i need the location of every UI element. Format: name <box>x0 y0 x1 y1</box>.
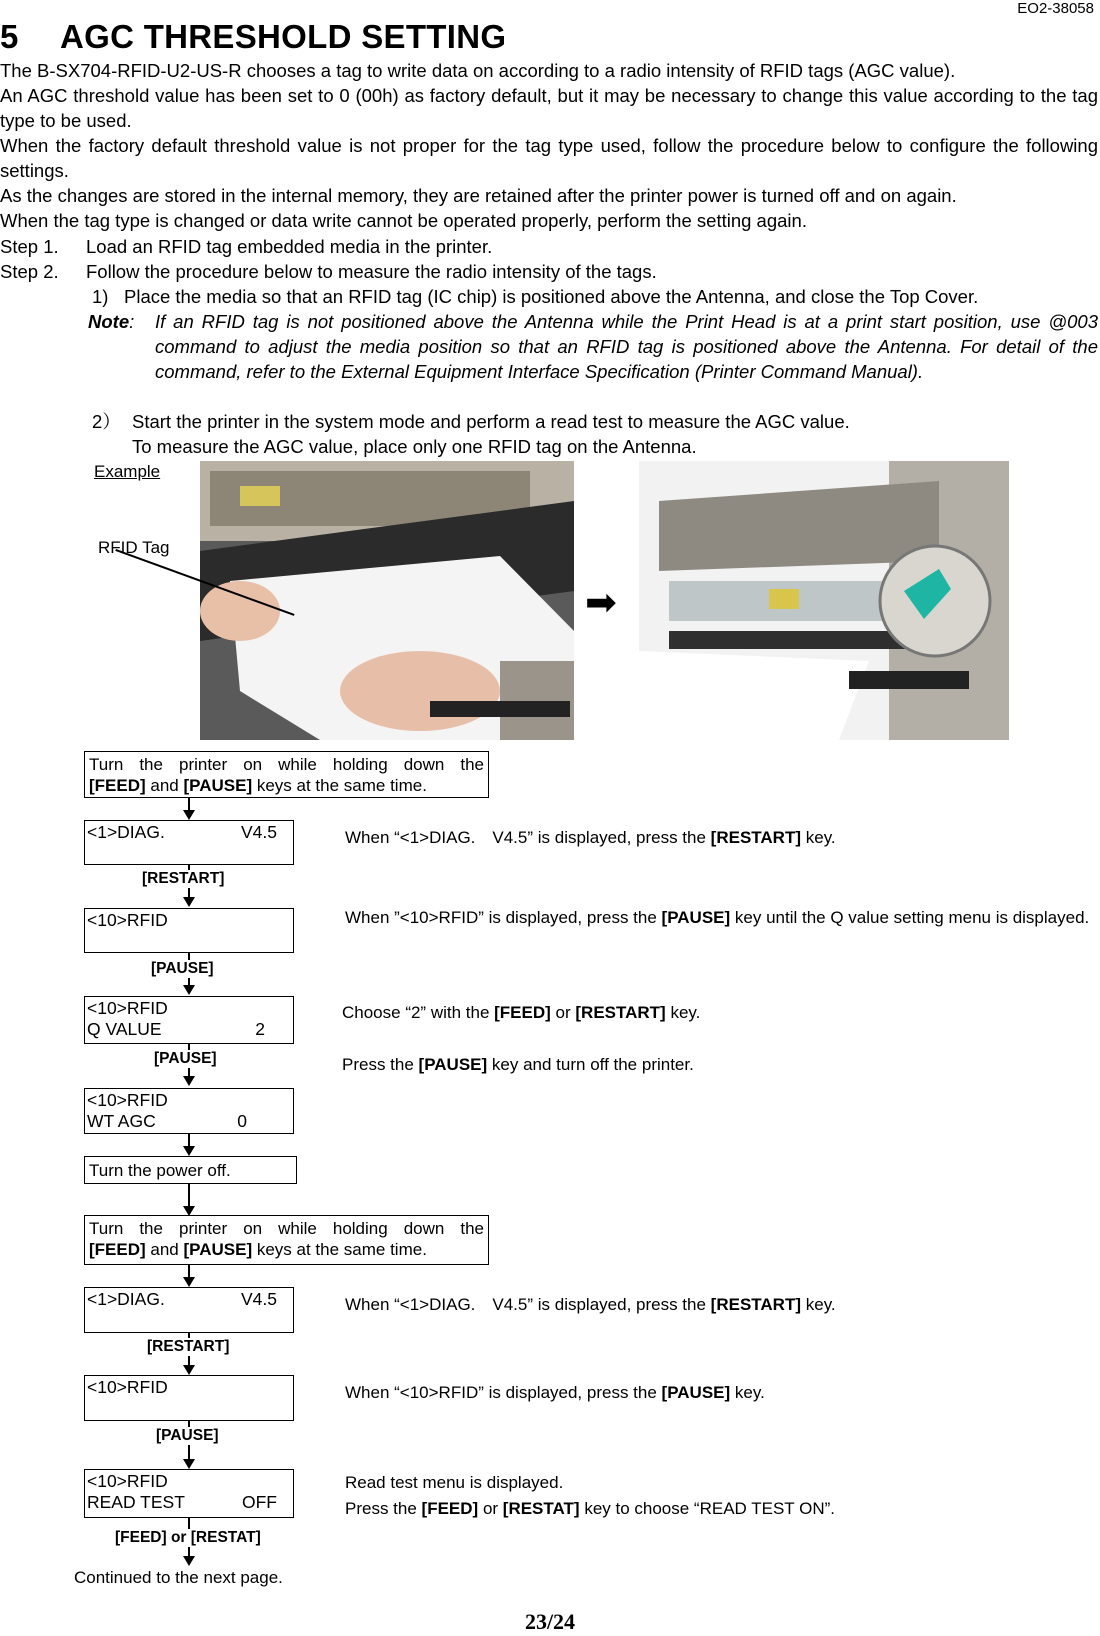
lcd-display-rfid-2: <10>RFID <box>84 1375 294 1421</box>
start-instruction-box-1 <box>84 751 489 798</box>
lcd-display-wt-agc: <10>RFID WT AGC 0 <box>84 1088 294 1134</box>
lcd-display-diag-2: <1>DIAG. V4.5 <box>84 1287 294 1333</box>
desc-read-test-line-2: Press the [FEED] or [RESTAT] key to choose “READ TEST ON”. <box>345 1499 835 1518</box>
flow-arrow-icon <box>183 985 195 995</box>
key-pause: [PAUSE] <box>156 1427 219 1444</box>
step-2 <box>0 259 657 284</box>
section-number: 5 <box>0 18 19 55</box>
start-1-line-2: [FEED] and [PAUSE] keys at the same time. <box>89 776 427 795</box>
substep-2-line-1: Start the printer in the system mode and perform a read test to measure the AGC value. <box>132 411 850 432</box>
next-arrow-icon: ➡ <box>585 582 617 624</box>
flow-arrow-icon <box>183 1146 195 1156</box>
key-pause: [PAUSE] <box>151 960 214 977</box>
intro-paragraph-2: An AGC threshold value has been set to 0 (00h) as factory default, but it may be necessary to change this value according to the tag type to be used. <box>0 85 1098 131</box>
flow-arrow-icon <box>183 1556 195 1566</box>
lcd-display-read-test: <10>RFID READ TEST OFF <box>84 1469 294 1518</box>
photo-top-cover-closed-illustration <box>639 461 1009 740</box>
flow-arrow-icon <box>183 1459 195 1469</box>
intro-paragraph-1: The B-SX704-RFID-U2-US-R chooses a tag to write data on according to a radio intensity of RFID tags (AGC value). <box>0 60 956 81</box>
rfid-tag-label: RFID Tag <box>98 538 170 557</box>
intro-paragraph-4: As the changes are stored in the internal memory, they are retained after the printer power is turned off and on again. <box>0 185 957 206</box>
flow-arrow-icon <box>183 897 195 907</box>
flow-arrow-icon <box>183 810 195 820</box>
step-2-text: Follow the procedure below to measure the radio intensity of the tags. <box>86 261 657 282</box>
lcd-display-rfid: <10>RFID <box>84 908 294 953</box>
flow-line <box>188 1184 190 1208</box>
note-label: Note: <box>88 311 135 332</box>
example-label: Example <box>94 462 161 481</box>
intro-paragraph-3: When the factory default threshold value is not proper for the tag type used, follow the procedure below to configure the following settings. <box>0 135 1098 181</box>
key-pause: [PAUSE] <box>154 1050 217 1067</box>
substep-2-line-2: To measure the AGC value, place only one RFID tag on the Antenna. <box>132 436 697 457</box>
start-2-line-1: Turn the printer on while holding down the <box>89 1219 484 1238</box>
power-off-box: Turn the power off. <box>84 1156 297 1184</box>
substep-2-number: 2） <box>92 411 121 432</box>
start-2-line-2: [FEED] and [PAUSE] keys at the same time. <box>89 1240 427 1259</box>
key-restart: [RESTART] <box>147 1338 230 1355</box>
step-1 <box>0 234 492 259</box>
substep-1 <box>92 284 978 309</box>
start-1-line-1: Turn the printer on while holding down the <box>89 755 484 774</box>
page-number: 23/24 <box>524 1609 576 1634</box>
substep-1-number: 1) <box>92 286 109 307</box>
lcd-display-q-value: <10>RFID Q VALUE 2 <box>84 996 294 1044</box>
flow-arrow-icon <box>183 1076 195 1086</box>
substep-1-text: Place the media so that an RFID tag (IC chip) is positioned above the Antenna, and close the Top Cover. <box>124 286 979 307</box>
key-feed-or-restat: [FEED] or [RESTAT] <box>115 1529 261 1546</box>
step-1-text: Load an RFID tag embedded media in the printer. <box>86 236 493 257</box>
section-title: AGC THRESHOLD SETTING <box>60 18 507 55</box>
desc-diag-restart: When “<1>DIAG. V4.5” is displayed, press the [RESTART] key. <box>345 828 836 847</box>
intro-paragraph-5: When the tag type is changed or data write cannot be operated properly, perform the setting again. <box>0 210 807 231</box>
desc-rfid-pause-2: When “<10>RFID” is displayed, press the [PAUSE] key. <box>345 1383 765 1402</box>
desc-pause-power-off: Press the [PAUSE] key and turn off the printer. <box>342 1055 694 1074</box>
desc-choose-q-value: Choose “2” with the [FEED] or [RESTART] key. <box>342 1003 701 1022</box>
desc-diag-restart-2: When “<1>DIAG. V4.5” is displayed, press the [RESTART] key. <box>345 1295 836 1314</box>
flow-arrow-icon <box>183 1365 195 1375</box>
document-id: EO2-38058 <box>1017 0 1094 17</box>
desc-read-test-line-1: Read test menu is displayed. <box>345 1473 564 1492</box>
lcd-display-diag: <1>DIAG. V4.5 <box>84 820 294 865</box>
start-instruction-box-2 <box>84 1215 489 1265</box>
note-text: If an RFID tag is not positioned above the Antenna while the Print Head is at a print start position, use @003 command to adjust the media position so that an RFID tag is positioned above the Antenna. For detail of the command, refer to the External Equipment Interface Specification (Printer Command Manual). <box>155 311 1098 382</box>
photo-top-cover-closed <box>639 461 1009 740</box>
section-heading <box>0 18 506 56</box>
continued-note: Continued to the next page. <box>74 1568 283 1587</box>
flow-arrow-icon <box>183 1277 195 1287</box>
step-2-label: Step 2. <box>0 261 59 282</box>
key-restart: [RESTART] <box>142 870 225 887</box>
desc-rfid-pause: When ”<10>RFID” is displayed, press the [PAUSE] key until the Q value setting menu is displayed. <box>345 908 1090 927</box>
step-1-label: Step 1. <box>0 236 59 257</box>
